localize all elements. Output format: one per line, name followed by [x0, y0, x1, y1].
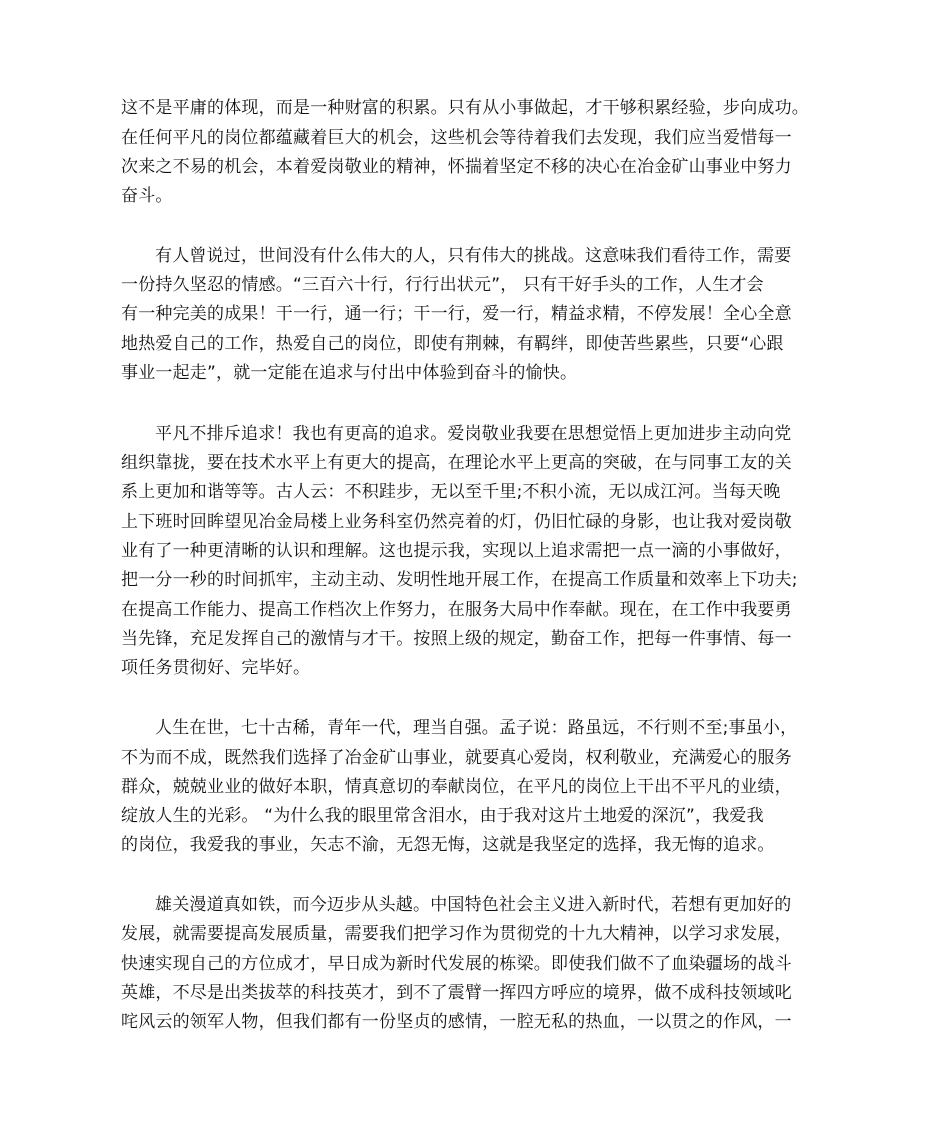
paragraph-3-line-2: 组织靠拢，要在技术水平上有更大的提高，在理论水平上更高的突破，在与同事工友的关	[121, 453, 792, 473]
paragraph-3-line-5: 业有了一种更清晰的认识和理解。这也提示我，实现以上追求需把一点一滴的小事做好，	[121, 541, 792, 561]
paragraph-5-line-2: 发展，就需要提高发展质量，需要我们把学习作为贯彻党的十九大精神，以学习求发展，	[121, 924, 792, 944]
paragraph-3-line-3: 系上更加和谐等等。古人云：不积跬步，无以至千里;不积小流，无以成江河。当每天晚	[121, 482, 781, 502]
paragraph-2-line-3: 有一种完美的成果！干一行，通一行；干一行，爱一行，精益求精，不停发展！全心全意	[121, 304, 792, 324]
paragraph-2-line-4: 地热爱自己的工作，热爱自己的岗位，即使有荆棘，有羁绊，即使苦些累些，只要“心跟	[121, 334, 784, 354]
paragraph-1-line-2: 在任何平凡的岗位都蕴藏着巨大的机会，这些机会等待着我们去发现，我们应当爱惜每一	[121, 128, 792, 148]
paragraph-3-line-9: 项任务贯彻好、完毕好。	[121, 658, 311, 678]
paragraph-4-line-4: 绽放人生的光彩。 “为什么我的眼里常含泪水，由于我对这片土地爱的深沉”，我爱我	[121, 806, 764, 826]
paragraph-1-line-1: 这不是平庸的体现，而是一种财富的积累。只有从小事做起，才干够积累经验，步向成功。	[121, 98, 809, 118]
paragraph-4-line-1: 人生在世，七十古稀，青年一代，理当自强。孟子说：路虽远，不行则不至;事虽小，	[155, 718, 798, 738]
paragraph-2-line-5: 事业一起走”，就一定能在追求与付出中体验到奋斗的愉快。	[121, 363, 578, 383]
paragraph-3-line-7: 在提高工作能力、提高工作档次上作努力，在服务大局中作奉献。现在，在工作中我要勇	[121, 600, 792, 620]
paragraph-3-line-1: 平凡不排斥追求！我也有更高的追求。爱岗敬业我要在思想觉悟上更加进步主动向党	[155, 424, 792, 444]
paragraph-5-line-5: 咤风云的领军人物，但我们都有一份坚贞的感情，一腔无私的热血，一以贯之的作风，一	[121, 1012, 792, 1032]
paragraph-3-line-6: 把一分一秒的时间抓牢，主动主动、发明性地开展工作，在提高工作质量和效率上下功夫;	[121, 570, 798, 590]
paragraph-3-line-8: 当先锋，充足发挥自己的激情与才干。按照上级的规定，勤奋工作，把每一件事情、每一	[121, 629, 792, 649]
paragraph-4-line-3: 群众，兢兢业业的做好本职，情真意切的奉献岗位，在平凡的岗位上干出不平凡的业绩，	[121, 777, 792, 797]
paragraph-1-line-3: 次来之不易的机会，本着爱岗敬业的精神，怀揣着坚定不移的决心在冶金矿山事业中努力	[121, 157, 792, 177]
paragraph-5-line-3: 快速实现自己的方位成才，早日成为新时代发展的栋梁。即使我们做不了血染疆场的战斗	[121, 954, 792, 974]
paragraph-5-line-1: 雄关漫道真如铁，而今迈步从头越。中国特色社会主义进入新时代，若想有更加好的	[155, 895, 792, 915]
paragraph-5-line-4: 英雄，不尽是出类拔萃的科技英才，到不了震臂一挥四方呼应的境界，做不成科技领域叱	[121, 983, 792, 1003]
paragraph-4-line-5: 的岗位，我爱我的事业，矢志不渝，无怨无悔，这就是我坚定的选择，我无悔的追求。	[121, 835, 775, 855]
paragraph-2-line-2: 一份持久坚忍的情感。“三百六十行，行行出状元”， 只有干好手头的工作，人生才会	[121, 275, 764, 295]
paragraph-3-line-4: 上下班时回眸望见冶金局楼上业务科室仍然亮着的灯，仍旧忙碌的身影，也让我对爱岗敬	[121, 512, 792, 532]
paragraph-2-line-1: 有人曾说过，世间没有什么伟大的人，只有伟大的挑战。这意味我们看待工作，需要	[155, 246, 792, 266]
paragraph-1-line-4: 奋斗。	[121, 186, 173, 206]
paragraph-4-line-2: 不为而不成，既然我们选择了冶金矿山事业，就要真心爱岗，权利敬业，充满爱心的服务	[121, 748, 792, 768]
